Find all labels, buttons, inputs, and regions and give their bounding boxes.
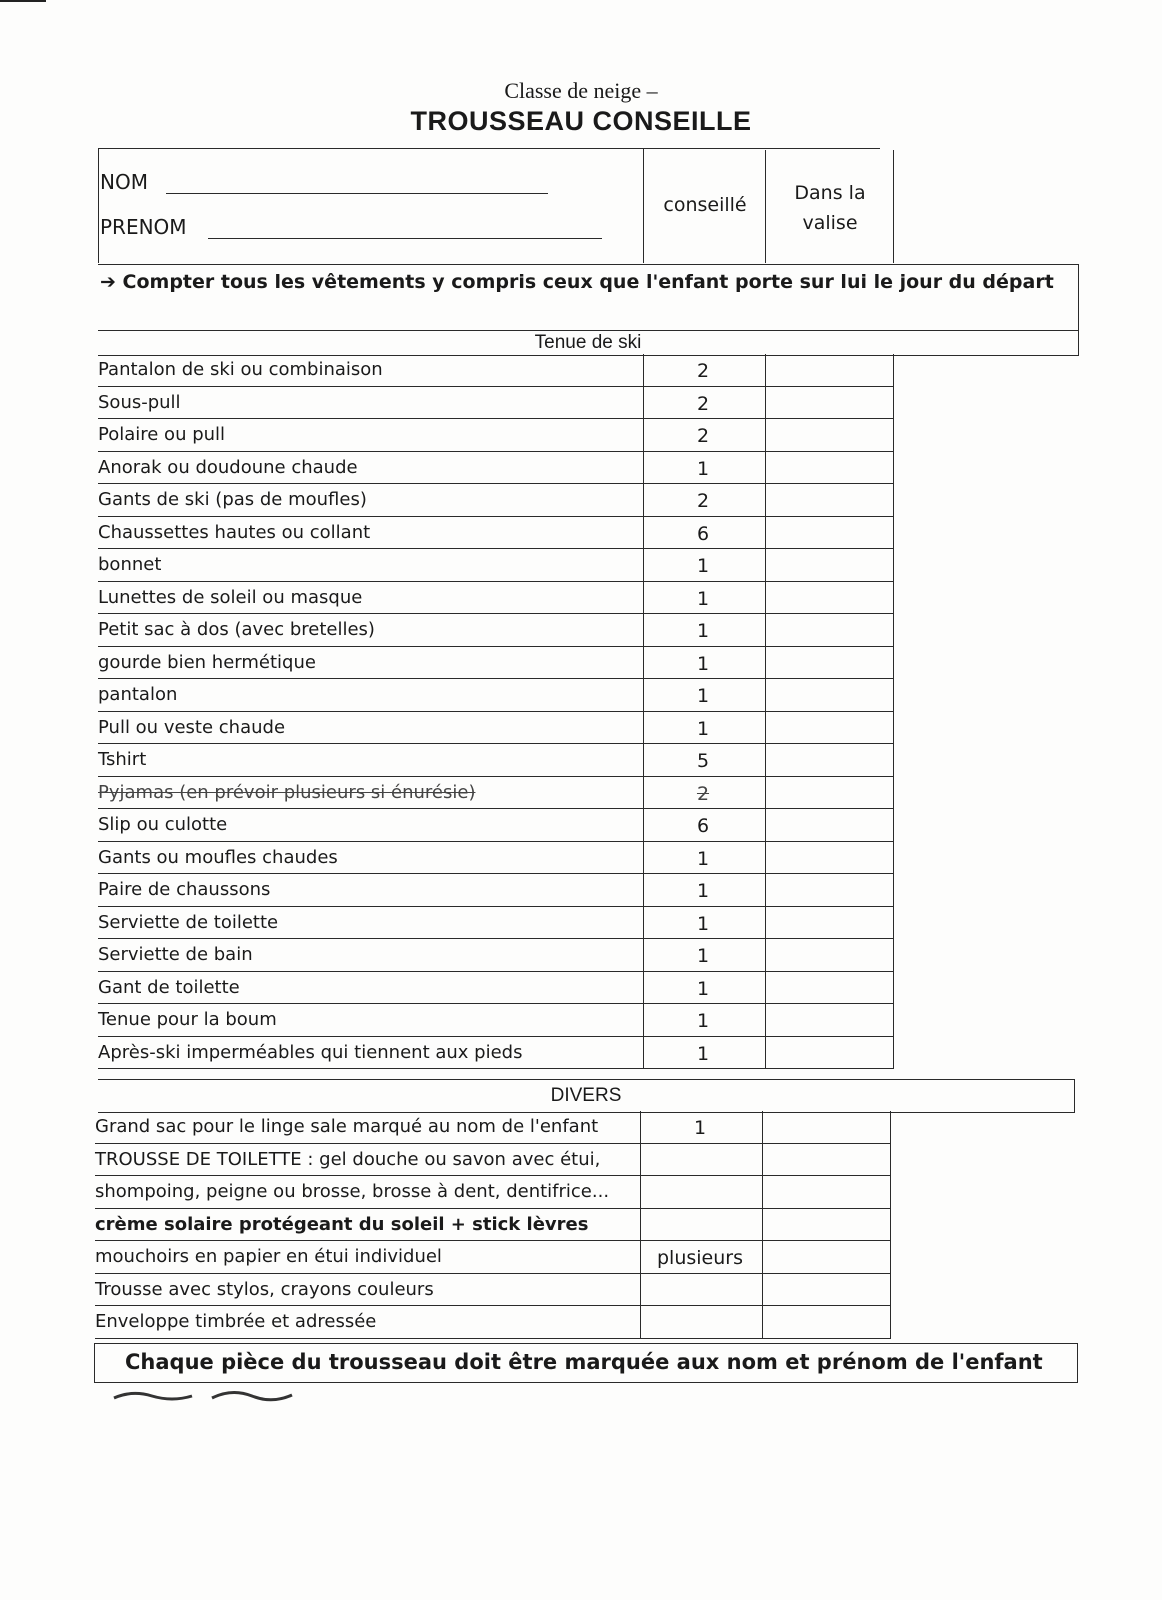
- table-row: [98, 972, 893, 1005]
- column-divider: [765, 1004, 766, 1037]
- in-suitcase-cell[interactable]: [765, 354, 891, 387]
- in-suitcase-cell[interactable]: [765, 647, 891, 680]
- item-label: Pantalon de ski ou combinaison: [98, 359, 383, 380]
- in-suitcase-cell[interactable]: [765, 744, 891, 777]
- row-rule: [98, 1068, 893, 1069]
- in-suitcase-cell[interactable]: [765, 387, 891, 420]
- column-divider: [893, 939, 894, 972]
- column-divider: [643, 972, 644, 1005]
- column-divider: [643, 874, 644, 907]
- item-label: Pyjamas (en prévoir plusieurs si énurésie): [98, 781, 476, 803]
- item-label: Tenue pour la boum: [98, 1009, 277, 1030]
- column-divider: [893, 907, 894, 940]
- column-divider: [890, 1176, 891, 1209]
- column-divider: [765, 614, 766, 647]
- column-divider: [643, 712, 644, 745]
- item-label: Paire de chaussons: [98, 879, 271, 900]
- column-divider: [643, 809, 644, 842]
- column-divider: [893, 582, 894, 615]
- section-ski-rows: [98, 354, 893, 1069]
- in-suitcase-cell[interactable]: [765, 939, 891, 972]
- table-row: [98, 842, 893, 875]
- column-divider: [765, 452, 766, 485]
- column-divider: [765, 387, 766, 420]
- item-label: TROUSSE DE TOILETTE : gel douche ou savon avec étui,: [95, 1148, 601, 1170]
- table-row: [95, 1274, 890, 1307]
- column-divider: [643, 679, 644, 712]
- recommended-quantity: 2: [696, 425, 710, 447]
- recommended-quantity: 1: [696, 652, 710, 675]
- column-divider: [765, 582, 766, 615]
- item-label: Gant de toilette: [98, 976, 240, 998]
- column-divider: [765, 679, 766, 712]
- column-divider: [893, 777, 894, 810]
- item-label: Anorak ou doudoune chaude: [98, 456, 358, 478]
- column-divider: [643, 582, 644, 615]
- in-suitcase-cell[interactable]: [762, 1306, 888, 1339]
- column-divider: [765, 972, 766, 1005]
- section-divers-rows: [95, 1111, 890, 1339]
- column-divider: [640, 1241, 641, 1274]
- column-divider: [640, 1274, 641, 1307]
- in-suitcase-cell[interactable]: [765, 614, 891, 647]
- column-divider: [893, 1004, 894, 1037]
- in-suitcase-cell[interactable]: [762, 1111, 888, 1144]
- page-subtitle: Classe de neige –: [504, 78, 658, 103]
- table-row: [95, 1111, 890, 1144]
- recommended-quantity: 2: [696, 782, 710, 805]
- column-divider: [643, 939, 644, 972]
- column-divider: [765, 939, 766, 972]
- page-title: TROUSSEAU CONSEILLE: [410, 106, 752, 136]
- column-divider: [643, 419, 644, 452]
- table-row: [95, 1144, 890, 1177]
- in-suitcase-cell[interactable]: [765, 777, 891, 810]
- column-divider: [765, 874, 766, 907]
- item-label: Grand sac pour le linge sale marqué au nom de l'enfant: [95, 1116, 599, 1137]
- in-suitcase-cell[interactable]: [762, 1274, 888, 1307]
- column-divider: [893, 484, 894, 517]
- table-row: [98, 582, 893, 615]
- recommended-quantity: 2: [696, 392, 710, 415]
- column-divider: [893, 647, 894, 680]
- column-divider: [643, 1004, 644, 1037]
- column-divider: [893, 419, 894, 452]
- column-divider: [765, 354, 766, 387]
- column-divider: [643, 647, 644, 680]
- recommended-quantity: 6: [696, 815, 710, 837]
- column-divider: [762, 1241, 763, 1274]
- table-row: [98, 907, 893, 940]
- in-suitcase-cell[interactable]: [765, 907, 891, 940]
- table-row: [98, 484, 893, 517]
- recommended-quantity: 1: [696, 1010, 710, 1032]
- recommended-quantity: 1: [696, 880, 710, 902]
- instruction-note: [98, 264, 1079, 331]
- in-suitcase-cell[interactable]: [765, 874, 891, 907]
- column-divider: [643, 842, 644, 875]
- in-suitcase-cell[interactable]: [765, 1004, 891, 1037]
- item-label: Serviette de toilette: [98, 911, 279, 933]
- table-row: [98, 939, 893, 972]
- column-divider: [765, 907, 766, 940]
- table-row: [98, 712, 893, 745]
- item-label: Gants ou moufles chaudes: [98, 846, 338, 868]
- column-divider: [765, 484, 766, 517]
- recommended-quantity: 2: [696, 490, 710, 512]
- item-label: Trousse avec stylos, crayons couleurs: [95, 1278, 434, 1300]
- recommended-quantity: plusieurs: [656, 1247, 743, 1269]
- handwritten-signature: [112, 1386, 312, 1404]
- table-row: [98, 452, 893, 485]
- column-divider: [640, 1144, 641, 1177]
- column-divider: [762, 1111, 763, 1144]
- column-divider: [893, 452, 894, 485]
- column-divider: [765, 1037, 766, 1070]
- column-divider: [890, 1274, 891, 1307]
- column-divider: [762, 1274, 763, 1307]
- in-suitcase-cell[interactable]: [765, 549, 891, 582]
- footer-text: Chaque pièce du trousseau doit être marquée aux nom et prénom de l'enfant: [125, 1350, 1043, 1374]
- in-suitcase-cell[interactable]: [765, 712, 891, 745]
- table-row: [95, 1176, 890, 1209]
- column-divider: [893, 712, 894, 745]
- item-label: shompoing, peigne ou brosse, brosse à dent, dentifrice...: [95, 1181, 610, 1202]
- in-suitcase-cell[interactable]: [765, 842, 891, 875]
- column-divider: [893, 679, 894, 712]
- in-suitcase-cell[interactable]: [762, 1144, 888, 1177]
- item-label: Pull ou veste chaude: [98, 716, 286, 738]
- nom-field[interactable]: [166, 193, 548, 194]
- column-divider: [890, 1209, 891, 1242]
- column-divider: [765, 777, 766, 810]
- column-divider: [765, 744, 766, 777]
- in-suitcase-cell[interactable]: [762, 1209, 888, 1242]
- in-suitcase-cell[interactable]: [765, 809, 891, 842]
- recommended-quantity: 1: [696, 685, 710, 707]
- column-divider: [893, 614, 894, 647]
- prenom-field[interactable]: [208, 238, 602, 239]
- recommended-quantity: 6: [696, 522, 710, 545]
- column-divider: [643, 354, 644, 387]
- column-divider: [890, 1111, 891, 1144]
- column-divider: [643, 907, 644, 940]
- table-row: [98, 1004, 893, 1037]
- item-label: gourde bien hermétique: [98, 651, 316, 673]
- recommended-quantity: 1: [696, 587, 710, 610]
- column-divider: [643, 484, 644, 517]
- recommended-quantity: 1: [696, 717, 710, 740]
- column-divider: [640, 1306, 641, 1339]
- recommended-quantity: 1: [696, 945, 710, 967]
- column-divider: [762, 1176, 763, 1209]
- table-row: [98, 874, 893, 907]
- in-suitcase-cell[interactable]: [765, 582, 891, 615]
- item-label: crème solaire protégeant du soleil + stick lèvres: [95, 1213, 589, 1235]
- column-divider: [893, 972, 894, 1005]
- column-divider: [893, 874, 894, 907]
- recommended-quantity: 1: [696, 1042, 710, 1065]
- column-divider: [893, 387, 894, 420]
- column-divider: [893, 517, 894, 550]
- in-suitcase-cell[interactable]: [765, 679, 891, 712]
- column-divider: [765, 712, 766, 745]
- column-divider: [640, 1111, 641, 1144]
- item-label: Chaussettes hautes ou collant: [98, 521, 371, 543]
- column-divider: [893, 1037, 894, 1070]
- table-row: [98, 809, 893, 842]
- table-row: [98, 777, 893, 810]
- item-label: Lunettes de soleil ou masque: [98, 586, 363, 608]
- column-header-conseille: conseillé: [663, 194, 747, 216]
- section-title-divers: DIVERS: [550, 1085, 622, 1106]
- in-suitcase-cell[interactable]: [765, 452, 891, 485]
- column-divider: [643, 614, 644, 647]
- table-row: [98, 679, 893, 712]
- item-label: Petit sac à dos (avec bretelles): [98, 619, 375, 640]
- table-row: [98, 549, 893, 582]
- table-row: [95, 1241, 890, 1274]
- column-divider: [893, 744, 894, 777]
- item-label: pantalon: [98, 684, 178, 705]
- in-suitcase-cell[interactable]: [762, 1176, 888, 1209]
- item-label: Tshirt: [98, 749, 147, 770]
- column-divider: [890, 1306, 891, 1339]
- in-suitcase-cell[interactable]: [765, 484, 891, 517]
- instruction-text: ➔ Compter tous les vêtements y compris ceux que l'enfant porte sur lui le jour du départ: [100, 271, 1054, 293]
- column-divider: [643, 452, 644, 485]
- column-divider: [640, 1209, 641, 1242]
- in-suitcase-cell[interactable]: [765, 419, 891, 452]
- prenom-label: PRENOM: [100, 215, 187, 239]
- column-divider: [890, 1241, 891, 1274]
- column-divider: [643, 1037, 644, 1070]
- column-divider: [765, 419, 766, 452]
- recommended-quantity: 1: [696, 977, 710, 1000]
- column-divider: [762, 1144, 763, 1177]
- table-row: [98, 1037, 893, 1070]
- recommended-quantity: 2: [696, 360, 710, 382]
- column-header-valise: Dans la valise: [794, 182, 866, 234]
- column-divider: [643, 387, 644, 420]
- column-divider: [765, 647, 766, 680]
- recommended-quantity: 1: [696, 457, 710, 480]
- column-divider: [890, 1144, 891, 1177]
- footer-box: [94, 1343, 1078, 1383]
- recommended-quantity: 1: [696, 555, 710, 577]
- column-divider: [765, 842, 766, 875]
- column-divider: [765, 809, 766, 842]
- item-label: Sous-pull: [98, 391, 181, 413]
- table-row: [98, 354, 893, 387]
- item-label: Polaire ou pull: [98, 424, 226, 445]
- in-suitcase-cell[interactable]: [765, 517, 891, 550]
- column-divider: [640, 1176, 641, 1209]
- recommended-quantity: 1: [693, 1117, 707, 1139]
- recommended-quantity: 1: [696, 620, 710, 642]
- section-header-ski: [98, 330, 1079, 356]
- in-suitcase-cell[interactable]: [765, 1037, 891, 1070]
- table-row: [95, 1306, 890, 1339]
- item-label: mouchoirs en papier en étui individuel: [95, 1246, 442, 1267]
- table-row: [98, 419, 893, 452]
- column-divider: [765, 549, 766, 582]
- item-label: bonnet: [98, 554, 162, 575]
- column-divider: [893, 842, 894, 875]
- column-divider: [765, 517, 766, 550]
- column-divider: [762, 1209, 763, 1242]
- column-divider: [893, 809, 894, 842]
- corner-mark: [0, 0, 46, 2]
- table-row: [98, 387, 893, 420]
- in-suitcase-cell[interactable]: [762, 1241, 888, 1274]
- table-row: [98, 647, 893, 680]
- column-divider: [643, 517, 644, 550]
- row-rule: [95, 1338, 890, 1339]
- in-suitcase-cell[interactable]: [765, 972, 891, 1005]
- column-divider: [893, 549, 894, 582]
- table-row: [98, 614, 893, 647]
- item-label: Serviette de bain: [98, 944, 253, 965]
- recommended-quantity: 1: [696, 847, 710, 870]
- column-divider: [762, 1306, 763, 1339]
- item-label: Enveloppe timbrée et adressée: [95, 1311, 377, 1332]
- table-row: [95, 1209, 890, 1242]
- section-title-ski: Tenue de ski: [534, 332, 642, 353]
- item-label: Slip ou culotte: [98, 814, 228, 835]
- recommended-quantity: 1: [696, 912, 710, 935]
- column-divider: [643, 744, 644, 777]
- column-divider: [643, 549, 644, 582]
- section-header-divers: [98, 1079, 1075, 1113]
- recommended-quantity: 5: [696, 750, 710, 772]
- nom-label: NOM: [100, 170, 148, 194]
- item-label: Après-ski imperméables qui tiennent aux pieds: [98, 1041, 523, 1063]
- table-row: [98, 517, 893, 550]
- column-divider: [643, 777, 644, 810]
- column-divider: [893, 354, 894, 387]
- table-row: [98, 744, 893, 777]
- item-label: Gants de ski (pas de moufles): [98, 489, 367, 510]
